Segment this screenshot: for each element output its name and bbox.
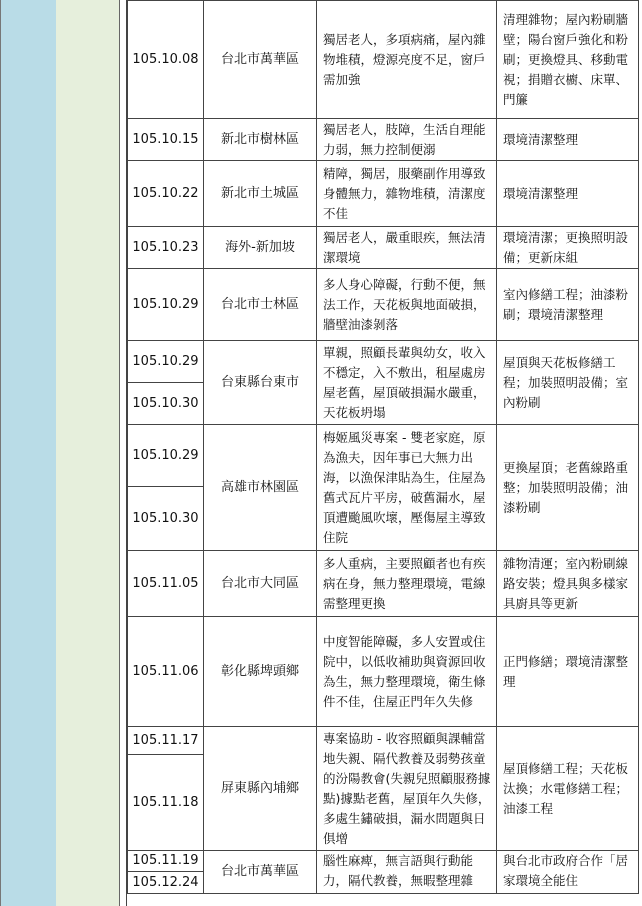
case-date: 105.12.24 (128, 872, 204, 894)
table-row (128, 851, 639, 872)
case-date: 105.11.18 (128, 755, 204, 851)
case-description: 多人身心障礙，行動不便，無法工作，天花板與地面破損，牆壁油漆剝落 (317, 269, 497, 341)
case-date: 105.10.29 (128, 341, 204, 383)
case-location: 台北市士林區 (204, 269, 317, 341)
case-description: 獨居老人，嚴重眼疾，無法清潔環境 (317, 227, 497, 269)
case-description: 單親，照顧長輩與幼女，收入不穩定，入不敷出，租屋處房屋老舊，屋頂破損漏水嚴重，天花板坍塌 (317, 341, 497, 425)
table-row (128, 269, 639, 341)
case-action: 雜物清運；室內粉刷線路安裝；燈具與多樣家具廚具等更新 (497, 551, 639, 617)
case-description: 腦性麻痺，無言語與行動能力，隔代教養，無暇整理雜 (317, 851, 497, 894)
case-location: 台北市萬華區 (204, 1, 317, 119)
case-date: 105.11.17 (128, 727, 204, 755)
renovation-cases-table (127, 0, 639, 894)
case-location: 海外-新加坡 (204, 227, 317, 269)
case-action: 屋頂與天花板修繕工程；加裝照明設備；室內粉刷 (497, 341, 639, 425)
left-margin-band-white (120, 0, 127, 906)
case-location: 台東縣台東市 (204, 341, 317, 425)
case-description: 多人重病，主要照顧者也有疾病在身，無力整理環境，電線需整理更換 (317, 551, 497, 617)
case-date: 105.10.23 (128, 227, 204, 269)
case-date: 105.11.05 (128, 551, 204, 617)
case-date: 105.10.29 (128, 269, 204, 341)
case-description: 獨居老人，肢障，生活自理能力弱，無力控制便溺 (317, 119, 497, 161)
case-location: 台北市萬華區 (204, 851, 317, 894)
table-row (128, 425, 639, 487)
case-action: 環境清潔；更換照明設備；更新床組 (497, 227, 639, 269)
case-action: 正門修繕；環境清潔整理 (497, 617, 639, 727)
case-date: 105.10.30 (128, 383, 204, 425)
case-action: 環境清潔整理 (497, 119, 639, 161)
case-date: 105.10.22 (128, 161, 204, 227)
left-margin-band-blue (0, 0, 57, 906)
case-action: 清理雜物；屋內粉刷牆壁；陽台窗戶強化和粉刷；更換燈具、移動電視；捐贈衣櫥、床單、門簾 (497, 1, 639, 119)
left-margin-band-green (56, 0, 120, 906)
table-row (128, 727, 639, 755)
table-row (128, 1, 639, 119)
case-location: 彰化縣埤頭鄉 (204, 617, 317, 727)
table-row (128, 617, 639, 727)
case-location: 新北市土城區 (204, 161, 317, 227)
table-row (128, 161, 639, 227)
case-date: 105.10.29 (128, 425, 204, 487)
case-description: 精障，獨居，服藥副作用導致身體無力，雜物堆積，清潔度不佳 (317, 161, 497, 227)
case-action: 室內修繕工程；油漆粉刷；環境清潔整理 (497, 269, 639, 341)
case-location: 高雄市林園區 (204, 425, 317, 551)
table-row (128, 119, 639, 161)
case-action: 與台北市政府合作「居家環境全能住 (497, 851, 639, 894)
case-description: 梅姬風災專案 - 雙老家庭，原為漁夫，因年事已大無力出海，以漁保津貼為生，住屋為舊式瓦片平房，破舊漏水，屋頂遭颱風吹壞，壓傷屋主導致住院 (317, 425, 497, 551)
case-location: 新北市樹林區 (204, 119, 317, 161)
case-description: 專案協助 - 收容照顧與課輔當地失親、隔代教養及弱勢孩童的汾陽教會(失親兒照顧服務據點)據點老舊，屋頂年久失修，多處生鏽破損，漏水問題與日俱增 (317, 727, 497, 851)
case-date: 105.11.06 (128, 617, 204, 727)
table-row (128, 341, 639, 383)
case-date: 105.10.15 (128, 119, 204, 161)
case-date: 105.11.19 (128, 851, 204, 872)
table-row (128, 551, 639, 617)
case-date: 105.10.30 (128, 487, 204, 551)
case-action: 屋頂修繕工程；天花板汰換；水電修繕工程；油漆工程 (497, 727, 639, 851)
case-location: 台北市大同區 (204, 551, 317, 617)
case-action: 環境清潔整理 (497, 161, 639, 227)
case-description: 中度智能障礙，多人安置或住院中，以低收補助與資源回收為生，無力整理環境，衛生條件不佳，住屋正門年久失修 (317, 617, 497, 727)
case-description: 獨居老人，多項病痛，屋內雜物堆積，燈源亮度不足，窗戶需加強 (317, 1, 497, 119)
table-row (128, 227, 639, 269)
case-location: 屏東縣內埔鄉 (204, 727, 317, 851)
case-action: 更換屋頂；老舊線路重整；加裝照明設備；油漆粉刷 (497, 425, 639, 551)
case-date: 105.10.08 (128, 1, 204, 119)
